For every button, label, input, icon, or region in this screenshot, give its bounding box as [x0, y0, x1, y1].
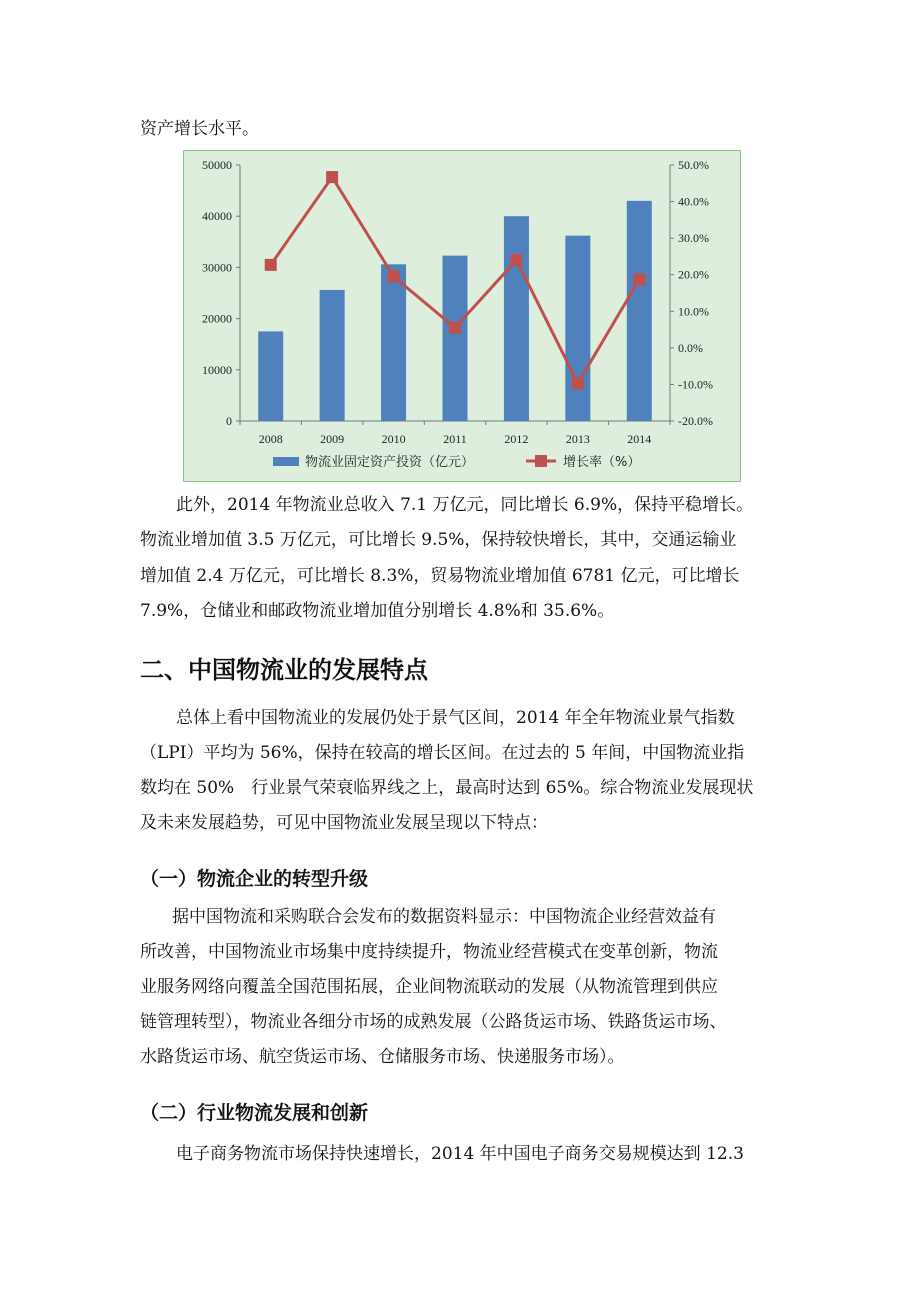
- right-tick-label: -20.0%: [678, 414, 713, 428]
- right-tick-label: 20.0%: [678, 267, 709, 282]
- right-tick-label: 40.0%: [678, 194, 709, 209]
- x-tick-label: 2008: [258, 432, 283, 446]
- para3-line-4: 链管理转型），物流业各细分市场的成熟发展（公路货运市场、铁路货运市场、: [140, 1012, 727, 1032]
- bar-2012: [504, 216, 529, 421]
- intro-tail: 资产增长水平。: [140, 119, 259, 139]
- right-tick-label: 10.0%: [678, 304, 709, 319]
- bar-2013: [565, 236, 590, 421]
- para2-line-2: （LPI）平均为 56%，保持在较高的增长区间。在过去的 5 年间，中国物流业指: [140, 743, 745, 763]
- growth-marker-2011: [449, 322, 461, 334]
- growth-marker-2009: [326, 171, 338, 183]
- right-tick-label: -10.0%: [678, 377, 713, 392]
- left-tick-label: 30000: [202, 260, 232, 275]
- right-tick-label: 0.0%: [678, 340, 703, 355]
- para2-line-1: 总体上看中国物流业的发展仍处于景气区间，2014 年全年物流业景气指数: [176, 708, 735, 728]
- para3-line-2: 所改善，中国物流业市场集中度持续提升，物流业经营模式在变革创新，物流: [140, 942, 718, 962]
- subheading-industry-innovation: （二）行业物流发展和创新: [140, 1102, 369, 1124]
- x-tick-label: 2012: [504, 432, 529, 446]
- x-tick-label: 2009: [320, 432, 345, 446]
- legend-bar-label: 物流业固定资产投资（亿元）: [305, 455, 475, 470]
- legend-line-marker: [535, 455, 547, 467]
- bar-2009: [320, 290, 345, 421]
- para2-line-3: 数均在 50% 行业景气荣衰临界线之上，最高时达到 65%。综合物流业发展现状: [140, 778, 754, 798]
- left-tick-label: 50000: [202, 158, 232, 172]
- growth-marker-2010: [388, 271, 400, 283]
- right-tick-label: 30.0%: [678, 231, 709, 246]
- para3-line-5: 水路货运市场、航空货运市场、仓储服务市场、快递服务市场）。: [140, 1047, 625, 1067]
- investment-growth-chart: [183, 150, 741, 482]
- left-tick-label: 0: [226, 414, 232, 428]
- x-tick-label: 2011: [443, 432, 467, 446]
- para1-line-4: 7.9%，仓储业和邮政物流业增加值分别增长 4.8%和 35.6%。: [140, 601, 615, 621]
- para1-line-1: 此外，2014 年物流业总收入 7.1 万亿元，同比增长 6.9%，保持平稳增长。: [176, 495, 754, 515]
- left-tick-label: 40000: [202, 209, 232, 224]
- left-tick-label: 20000: [202, 311, 232, 326]
- growth-marker-2014: [633, 273, 645, 285]
- left-tick-label: 10000: [202, 362, 232, 377]
- x-tick-label: 2013: [565, 432, 590, 446]
- bar-2008: [258, 331, 283, 421]
- chart-svg: [183, 150, 741, 482]
- para1-line-3: 增加值 2.4 万亿元，可比增长 8.3%，贸易物流业增加值 6781 亿元，可比增长: [140, 566, 740, 586]
- subheading-enterprise-transformation: （一）物流企业的转型升级: [140, 868, 369, 890]
- para2-line-4: 及未来发展趋势，可见中国物流业发展呈现以下特点：: [140, 813, 548, 833]
- section-heading-characteristics: 二、中国物流业的发展特点: [140, 656, 428, 684]
- x-tick-label: 2014: [627, 432, 652, 446]
- para3-line-3: 业服务网络向覆盖全国范围拓展，企业间物流联动的发展（从物流管理到供应: [140, 977, 718, 997]
- bar-2014: [627, 201, 652, 421]
- growth-marker-2012: [510, 254, 522, 266]
- x-tick-label: 2010: [381, 432, 406, 446]
- para1-line-2: 物流业增加值 3.5 万亿元，可比增长 9.5%，保持较快增长，其中，交通运输业: [140, 530, 737, 550]
- para3-line-1: 据中国物流和采购联合会发布的数据资料显示：中国物流企业经营效益有: [172, 907, 716, 927]
- legend-line-label: 增长率（%）: [563, 455, 641, 470]
- growth-marker-2013: [572, 377, 584, 389]
- bar-2011: [443, 256, 468, 421]
- growth-marker-2008: [265, 259, 277, 271]
- right-tick-label: 50.0%: [678, 158, 709, 172]
- bar-2010: [381, 264, 406, 421]
- para4-line-1: 电子商务物流市场保持快速增长，2014 年中国电子商务交易规模达到 12.3: [176, 1144, 744, 1164]
- legend-bar-swatch: [273, 457, 299, 466]
